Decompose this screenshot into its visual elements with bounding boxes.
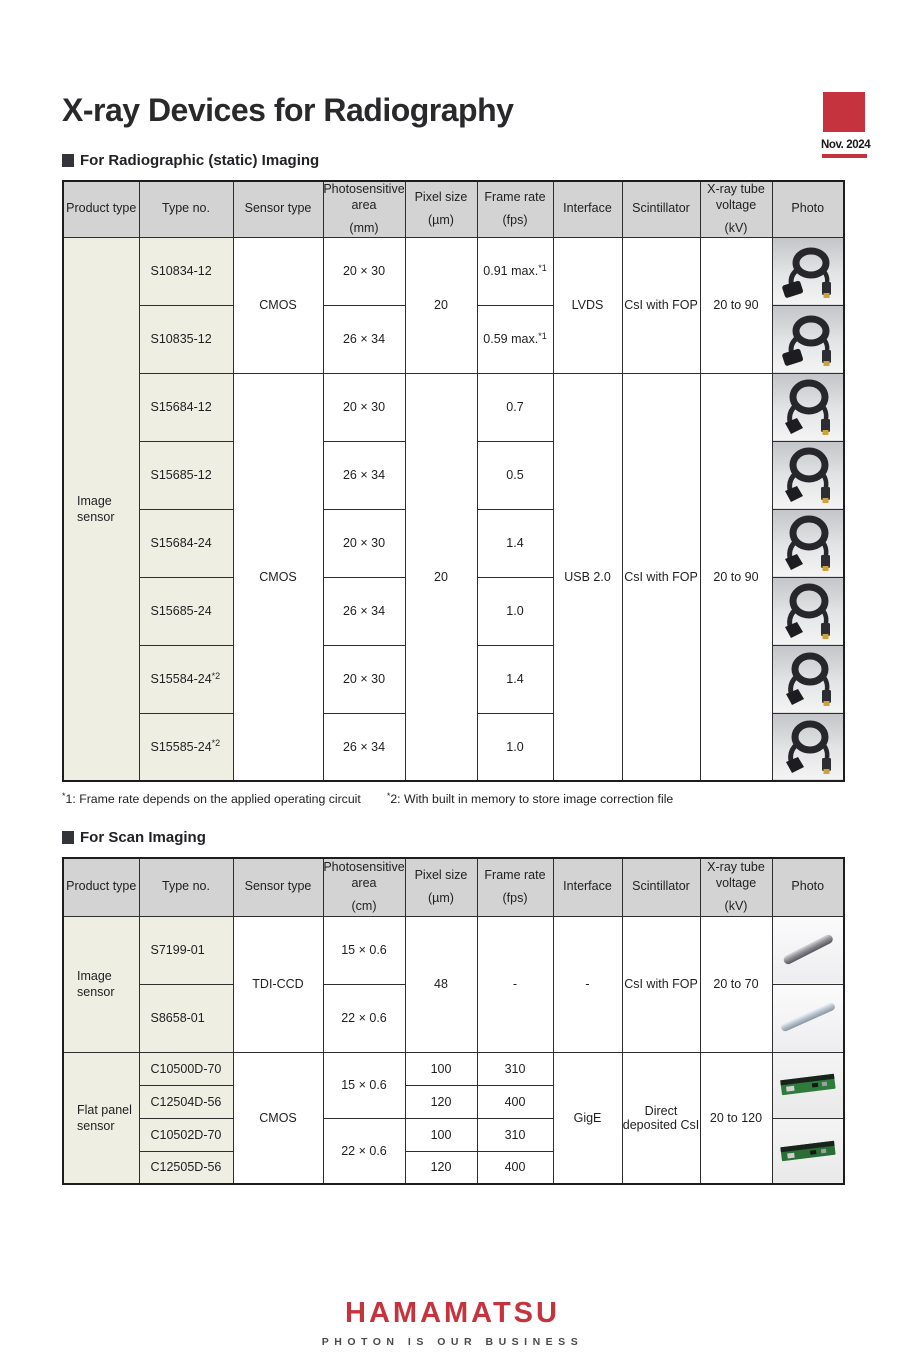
area-cell: 22 × 0.6 bbox=[323, 984, 405, 1052]
table-row bbox=[63, 373, 844, 441]
scintillator-cell: CsI with FOP bbox=[622, 237, 700, 373]
footnote-text: 2: With built in memory to store image correction file bbox=[390, 792, 674, 806]
frame-rate-cell bbox=[477, 373, 553, 441]
footnote-2 bbox=[387, 792, 673, 806]
frame-rate-superscript: *1 bbox=[538, 262, 547, 273]
scintillator-cell: CsI with FOP bbox=[622, 916, 700, 1052]
col-pixel-size bbox=[405, 858, 477, 916]
col-label: Interface bbox=[563, 201, 612, 216]
frame-rate-cell bbox=[477, 577, 553, 645]
datasheet-page bbox=[0, 92, 905, 1372]
col-sensor-type bbox=[233, 858, 323, 916]
type-no: S10834-12 bbox=[150, 264, 212, 278]
pixel-size-cell: 100 bbox=[405, 1118, 477, 1151]
product-photo-cell bbox=[772, 645, 844, 713]
area-cell: 20 × 30 bbox=[323, 373, 405, 441]
col-unit: (mm) bbox=[349, 220, 379, 235]
col-type-no bbox=[139, 181, 233, 237]
product-photo-cell bbox=[772, 509, 844, 577]
col-sensor-type bbox=[233, 181, 323, 237]
rod-sensor-photo bbox=[773, 921, 844, 979]
product-photo-cell bbox=[772, 1118, 844, 1184]
col-label: Type no. bbox=[162, 201, 210, 216]
footnotes bbox=[62, 792, 905, 806]
col-interface bbox=[553, 858, 622, 916]
col-label: Sensor type bbox=[244, 201, 312, 216]
sensor-cable-photo bbox=[773, 581, 844, 641]
col-label: Type no. bbox=[162, 879, 210, 894]
sensor-cable-photo bbox=[773, 445, 844, 505]
type-no: S15584-24 bbox=[150, 672, 212, 686]
type-no: S15585-24 bbox=[150, 739, 212, 754]
frame-rate-cell: 310 bbox=[477, 1052, 553, 1085]
sensor-type-cell: CMOS bbox=[233, 373, 323, 781]
frame-rate-cell bbox=[477, 645, 553, 713]
col-scintillator bbox=[622, 181, 700, 237]
col-pixel-size bbox=[405, 181, 477, 237]
col-label: Sensor type bbox=[244, 879, 312, 894]
product-photo-cell bbox=[772, 373, 844, 441]
sensor-cable-photo bbox=[773, 649, 844, 709]
col-xray-tube-voltage bbox=[700, 858, 772, 916]
product-type-cell: Flat panel sensor bbox=[63, 1052, 139, 1184]
frame-rate-cell bbox=[477, 305, 553, 373]
frame-rate-cell: 400 bbox=[477, 1085, 553, 1118]
col-label: Photo bbox=[791, 879, 825, 894]
product-photo-cell bbox=[772, 1052, 844, 1118]
hamamatsu-logo: HAMAMATSU bbox=[345, 1297, 560, 1329]
pixel-size-cell: 20 bbox=[405, 237, 477, 373]
frame-rate-cell: 400 bbox=[477, 1151, 553, 1184]
area-cell: 22 × 0.6 bbox=[323, 1118, 405, 1184]
col-label: Interface bbox=[563, 879, 612, 894]
pixel-size-cell: 48 bbox=[405, 916, 477, 1052]
frame-rate-superscript: *1 bbox=[538, 330, 547, 341]
type-no-cell bbox=[139, 577, 233, 645]
type-no-cell bbox=[139, 645, 233, 713]
product-type-cell: Image sensor bbox=[63, 916, 139, 1052]
section-heading-label: For Radiographic (static) Imaging bbox=[80, 152, 320, 169]
frame-rate-cell bbox=[477, 713, 553, 781]
voltage-cell: 20 to 70 bbox=[700, 916, 772, 1052]
voltage-cell: 20 to 120 bbox=[700, 1052, 772, 1184]
type-no-cell bbox=[139, 237, 233, 305]
sensor-cable-photo bbox=[773, 241, 844, 301]
interface-cell: LVDS bbox=[553, 237, 622, 373]
type-no-cell: C12505D-56 bbox=[139, 1151, 233, 1184]
col-label: X-ray tube voltage bbox=[707, 182, 765, 212]
frame-rate: 1.0 bbox=[506, 604, 524, 618]
section-heading-label: For Scan Imaging bbox=[80, 829, 206, 846]
product-photo-cell bbox=[772, 577, 844, 645]
type-no-cell bbox=[139, 509, 233, 577]
page-title: X-ray Devices for Radiography bbox=[62, 92, 514, 128]
col-interface bbox=[553, 181, 622, 237]
col-label: Product type bbox=[66, 201, 137, 216]
sensor-type-cell: CMOS bbox=[233, 237, 323, 373]
col-frame-rate bbox=[477, 858, 553, 916]
col-unit: (µm) bbox=[428, 212, 454, 227]
issue-date: Nov. 2024 bbox=[821, 139, 871, 151]
type-no: S15685-12 bbox=[150, 468, 212, 482]
footnote-marker: * bbox=[386, 790, 391, 801]
frame-rate: 0.7 bbox=[506, 400, 524, 414]
voltage-cell: 20 to 90 bbox=[700, 373, 772, 781]
table-row bbox=[63, 916, 844, 984]
col-label: Scintillator bbox=[632, 201, 690, 216]
radiographic-table bbox=[62, 180, 845, 782]
type-no-cell: C12504D-56 bbox=[139, 1085, 233, 1118]
type-no-cell: S7199-01 bbox=[139, 916, 233, 984]
sensor-cable-photo bbox=[773, 513, 844, 573]
col-unit: (kV) bbox=[724, 220, 748, 235]
frame-rate-cell bbox=[477, 237, 553, 305]
sensor-cable-photo bbox=[773, 309, 844, 369]
area-cell: 15 × 0.6 bbox=[323, 916, 405, 984]
area-cell: 20 × 30 bbox=[323, 237, 405, 305]
pcb-module-photo bbox=[773, 1123, 844, 1179]
logo-tagline: PHOTON IS OUR BUSINESS bbox=[321, 1336, 584, 1348]
col-product-type bbox=[63, 858, 139, 916]
product-type-cell: Image sensor bbox=[63, 237, 139, 781]
footer bbox=[0, 1297, 905, 1348]
col-label: Pixel size bbox=[414, 868, 468, 883]
pixel-size-cell: 120 bbox=[405, 1085, 477, 1118]
frame-rate: 1.4 bbox=[506, 536, 524, 550]
red-underline bbox=[822, 154, 867, 158]
type-no-superscript: *2 bbox=[211, 670, 221, 681]
product-photo-cell bbox=[772, 916, 844, 984]
col-type-no bbox=[139, 858, 233, 916]
col-label: Photosensitive area bbox=[323, 182, 405, 212]
sensor-cable-photo bbox=[773, 377, 844, 437]
frame-rate-cell bbox=[477, 441, 553, 509]
interface-cell: - bbox=[553, 916, 622, 1052]
section-marker-icon bbox=[62, 154, 74, 167]
col-label: Product type bbox=[66, 879, 137, 894]
scan-table bbox=[62, 857, 845, 1185]
col-product-type bbox=[63, 181, 139, 237]
footnote-text: 1: Frame rate depends on the applied operating circuit bbox=[65, 792, 361, 806]
col-unit: (fps) bbox=[502, 212, 528, 227]
col-unit: (kV) bbox=[724, 898, 748, 913]
type-no: S15684-24 bbox=[150, 536, 212, 550]
interface-cell: USB 2.0 bbox=[553, 373, 622, 781]
type-no: S15685-24 bbox=[150, 604, 212, 618]
col-unit: (cm) bbox=[351, 898, 377, 913]
table-row bbox=[63, 237, 844, 305]
area-cell: 26 × 34 bbox=[323, 305, 405, 373]
pixel-size-cell: 120 bbox=[405, 1151, 477, 1184]
type-no: S15684-12 bbox=[150, 400, 212, 414]
product-photo-cell bbox=[772, 237, 844, 305]
voltage-cell: 20 to 90 bbox=[700, 237, 772, 373]
sensor-type-cell: CMOS bbox=[233, 1052, 323, 1184]
type-no-cell: S8658-01 bbox=[139, 984, 233, 1052]
product-photo-cell bbox=[772, 713, 844, 781]
frame-rate-cell: 310 bbox=[477, 1118, 553, 1151]
col-label: Pixel size bbox=[414, 190, 468, 205]
col-label: Frame rate bbox=[484, 868, 546, 883]
scintillator-cell: Direct deposited CsI bbox=[622, 1052, 700, 1184]
issue-date-block bbox=[821, 92, 871, 158]
col-xray-tube-voltage bbox=[700, 181, 772, 237]
col-scintillator bbox=[622, 858, 700, 916]
section-heading-radiographic bbox=[62, 152, 905, 169]
col-unit: (fps) bbox=[502, 890, 528, 905]
table-header-row bbox=[63, 858, 844, 916]
frame-rate: 0.91 max. bbox=[483, 264, 539, 278]
col-photosensitive-area bbox=[323, 181, 405, 237]
area-cell: 20 × 30 bbox=[323, 645, 405, 713]
type-no: S10835-12 bbox=[150, 332, 212, 346]
product-photo-cell bbox=[772, 984, 844, 1052]
red-corner-tab bbox=[823, 92, 865, 132]
area-cell: 15 × 0.6 bbox=[323, 1052, 405, 1118]
frame-rate: 1.4 bbox=[506, 672, 524, 686]
rod-sensor-photo bbox=[773, 989, 844, 1047]
frame-rate-cell: - bbox=[477, 916, 553, 1052]
col-label: X-ray tube voltage bbox=[707, 860, 765, 890]
pcb-module-photo bbox=[773, 1057, 844, 1113]
sensor-cable-photo bbox=[773, 717, 844, 777]
frame-rate: 0.5 bbox=[506, 468, 524, 482]
type-no-cell bbox=[139, 713, 233, 781]
interface-cell: GigE bbox=[553, 1052, 622, 1184]
type-no-cell bbox=[139, 441, 233, 509]
type-no-cell bbox=[139, 305, 233, 373]
type-no-cell: C10500D-70 bbox=[139, 1052, 233, 1085]
scintillator-cell: CsI with FOP bbox=[622, 373, 700, 781]
frame-rate: 1.0 bbox=[506, 739, 524, 754]
area-cell: 26 × 34 bbox=[323, 441, 405, 509]
type-no-cell: C10502D-70 bbox=[139, 1118, 233, 1151]
table-row bbox=[63, 1052, 844, 1085]
col-label: Photo bbox=[791, 201, 825, 216]
footnote-marker: * bbox=[62, 790, 66, 801]
type-no-cell bbox=[139, 373, 233, 441]
frame-rate: 0.59 max. bbox=[483, 332, 539, 346]
col-photo bbox=[772, 858, 844, 916]
product-photo-cell bbox=[772, 305, 844, 373]
type-no-superscript: *2 bbox=[211, 738, 221, 749]
section-marker-icon bbox=[62, 831, 74, 844]
col-photo bbox=[772, 181, 844, 237]
area-cell: 20 × 30 bbox=[323, 509, 405, 577]
pixel-size-cell: 100 bbox=[405, 1052, 477, 1085]
product-photo-cell bbox=[772, 441, 844, 509]
area-cell: 26 × 34 bbox=[323, 577, 405, 645]
col-label: Frame rate bbox=[484, 190, 546, 205]
col-photosensitive-area bbox=[323, 858, 405, 916]
col-unit: (µm) bbox=[428, 890, 454, 905]
footnote-1 bbox=[62, 792, 361, 806]
col-label: Photosensitive area bbox=[323, 860, 405, 890]
col-frame-rate bbox=[477, 181, 553, 237]
sensor-type-cell: TDI-CCD bbox=[233, 916, 323, 1052]
col-label: Scintillator bbox=[632, 879, 690, 894]
pixel-size-cell: 20 bbox=[405, 373, 477, 781]
table-header-row bbox=[63, 181, 844, 237]
area-cell: 26 × 34 bbox=[323, 713, 405, 781]
frame-rate-cell bbox=[477, 509, 553, 577]
section-heading-scan bbox=[62, 829, 905, 846]
